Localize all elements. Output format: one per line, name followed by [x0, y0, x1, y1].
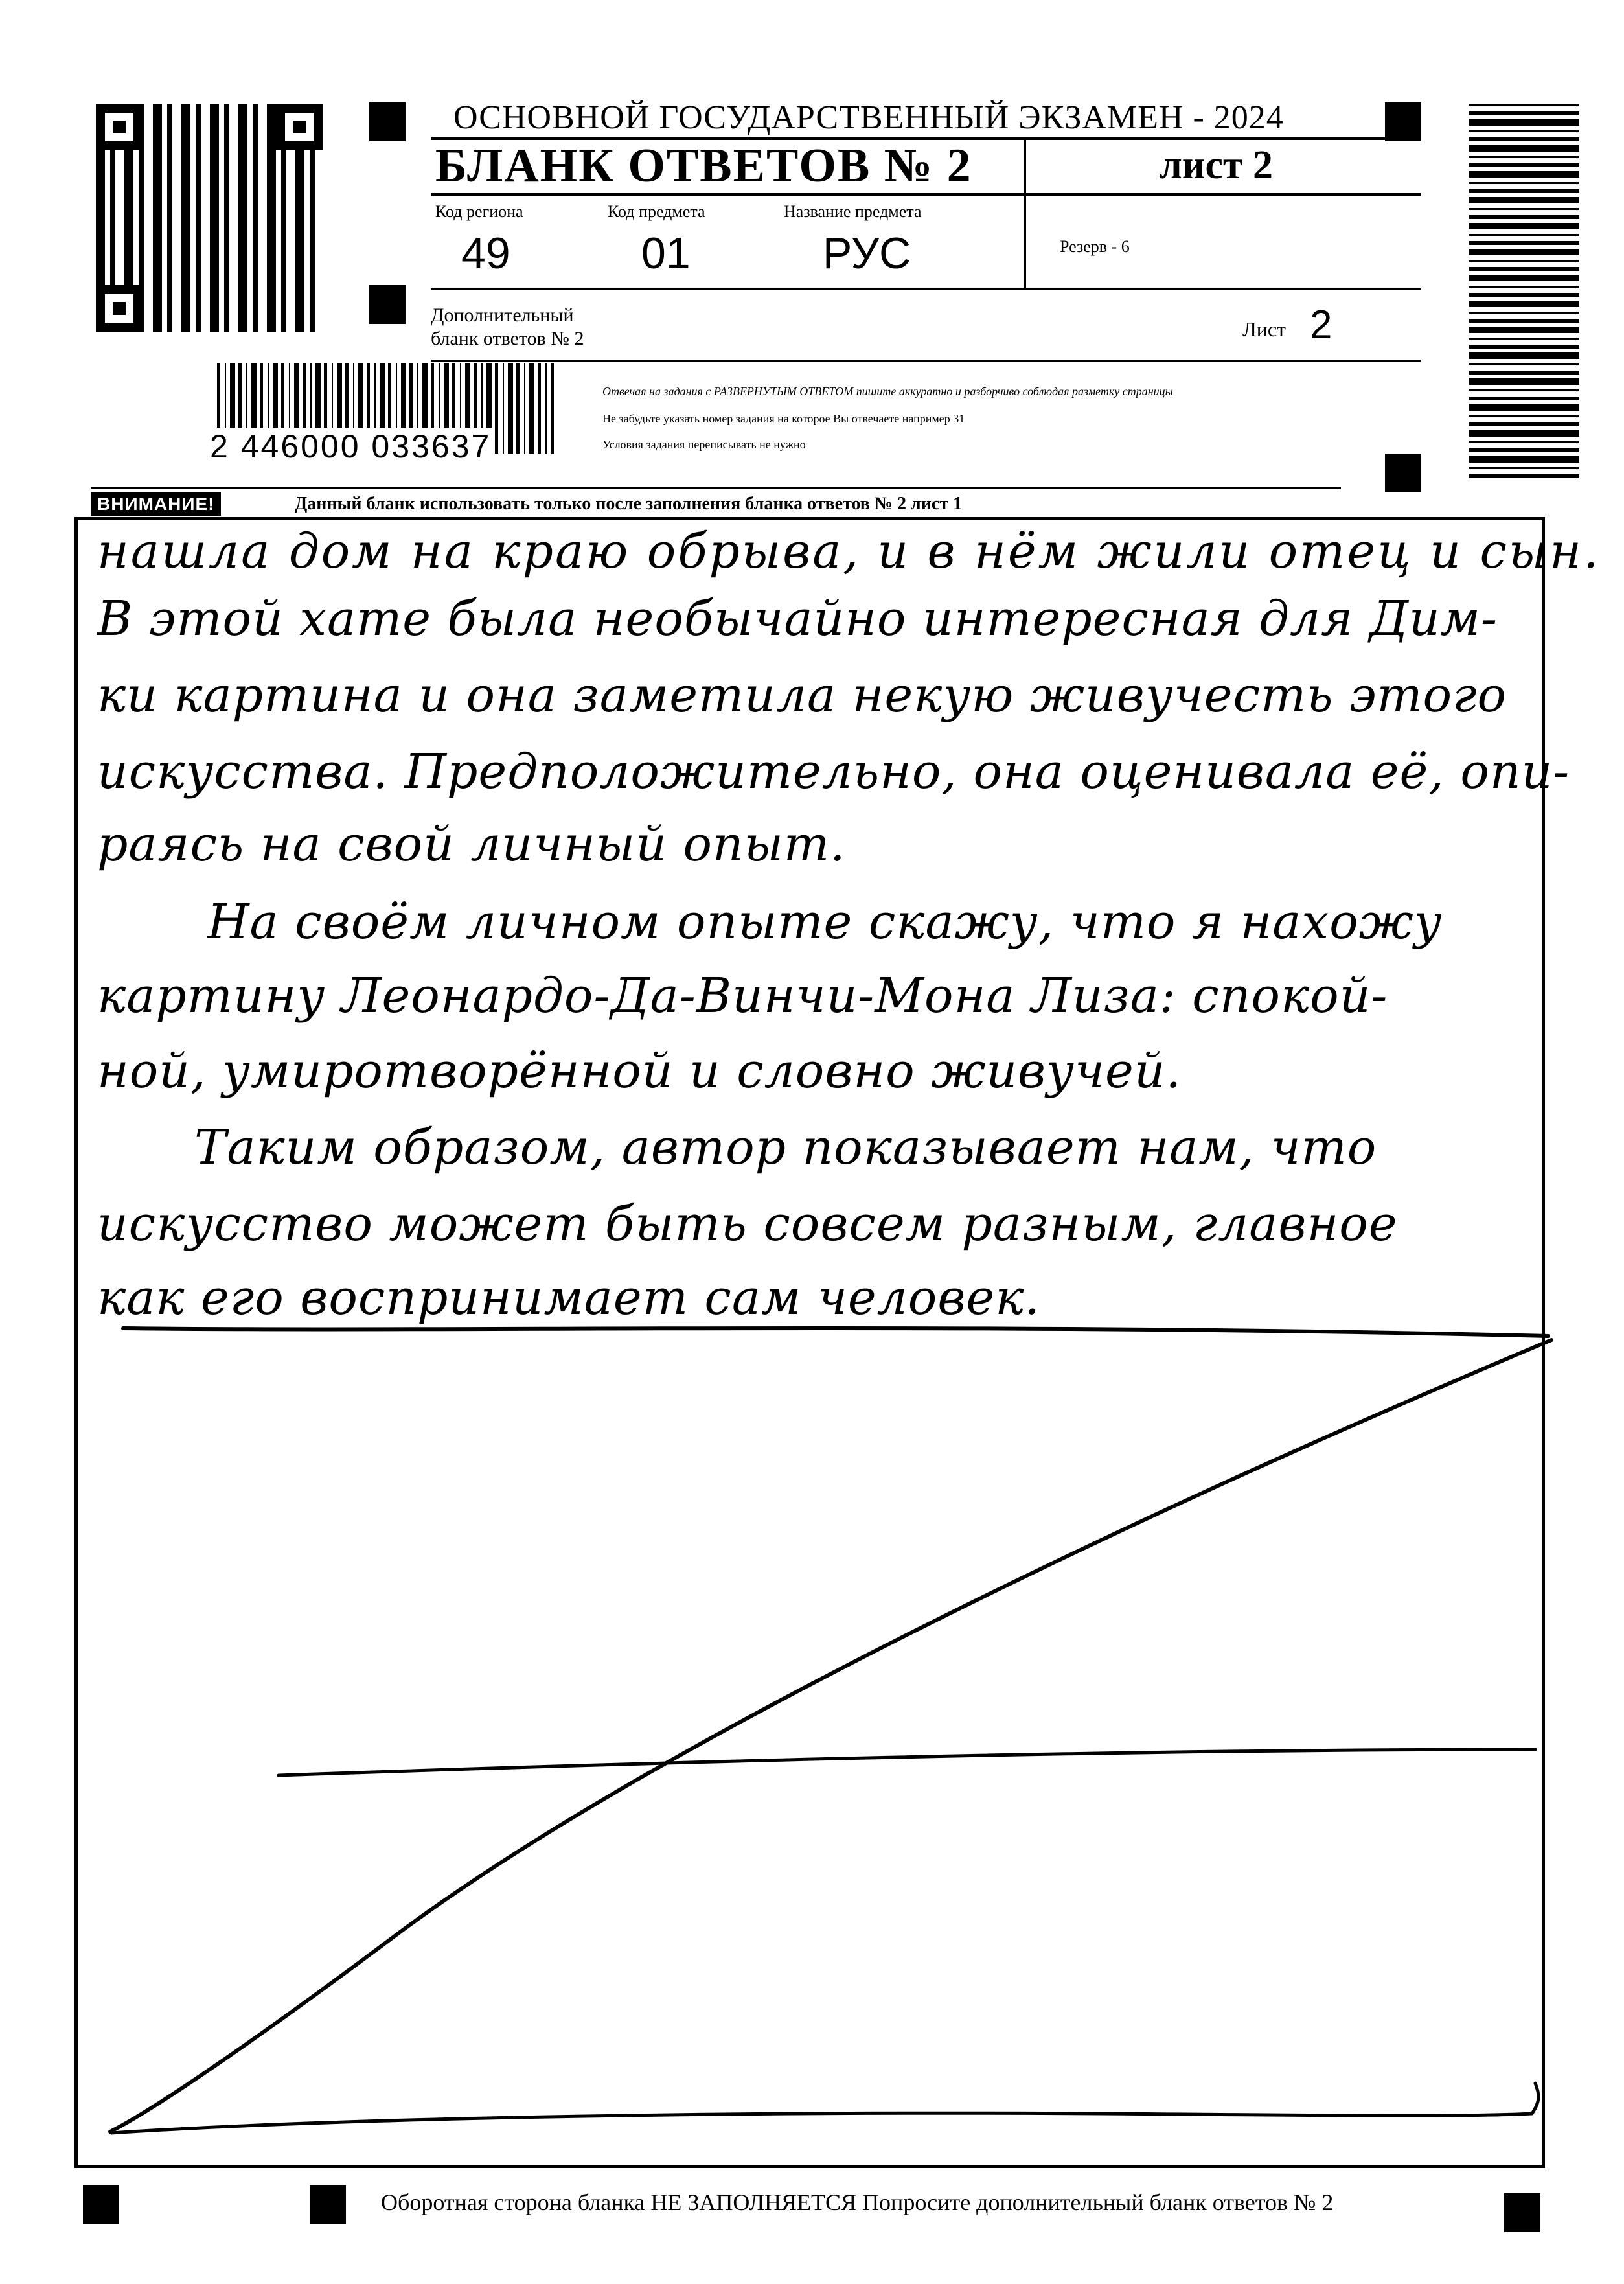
answer-line-9: Таким образом, автор показывает нам, что — [194, 1120, 1377, 1175]
sheet-label: лист 2 — [1160, 143, 1273, 187]
barcode-number: 2 446000 033637 — [206, 428, 495, 465]
answer-line-5: раясь на свой личный опыт. — [97, 816, 846, 872]
subject-name-label: Название предмета — [784, 202, 922, 221]
instruction-note-1: Отвечая на задания с РАЗВЕРНУТЫМ ОТВЕТОМ пишите аккуратно и разборчиво соблюдая разметку страницы — [602, 385, 1173, 398]
form-title: БЛАНК ОТВЕТОВ № 2 — [435, 139, 972, 192]
sheet-number-value: 2 — [1310, 303, 1332, 347]
region-code-label: Код региона — [435, 202, 523, 221]
instruction-note-3: Условия задания переписывать не нужно — [602, 438, 806, 451]
answer-line-8: ной, умиротворённой и словно живучей. — [97, 1043, 1182, 1099]
subject-name-value: РУС — [823, 229, 911, 278]
answer-line-10: искусство может быть совсем разным, главное — [97, 1196, 1398, 1252]
subject-code-label: Код предмета — [608, 202, 705, 221]
answer-line-6: На своём личном опыте скажу, что я нахожу — [207, 894, 1443, 950]
exam-title: ОСНОВНОЙ ГОСУДАРСТВЕННЫЙ ЭКЗАМЕН - 2024 — [453, 99, 1284, 136]
subject-code-value: 01 — [641, 229, 691, 278]
instruction-note-2: Не забудьте указать номер задания на которое Вы отвечаете например 31 — [602, 412, 965, 425]
answer-line-3: ки картина и она заметила некую живучесть этого — [97, 667, 1507, 723]
answer-line-1: нашла дом на краю обрыва, и в нём жили отец и сын. — [97, 524, 1601, 579]
attention-text: Данный бланк использовать только после заполнения бланка ответов № 2 лист 1 — [295, 494, 963, 514]
answer-line-2: В этой хате была необычайно интересная для Дим- — [97, 591, 1498, 647]
answer-line-4: искусства. Предположительно, она оценивала её, опи- — [97, 744, 1570, 800]
attention-badge: ВНИМАНИЕ! — [91, 492, 221, 516]
region-code-value: 49 — [461, 229, 510, 278]
footer-note: Оборотная сторона бланка НЕ ЗАПОЛНЯЕТСЯ Попросите дополнительный бланк ответов № 2 — [381, 2189, 1334, 2215]
additional-label-1: Дополнительный — [431, 305, 574, 326]
additional-label-2: бланк ответов № 2 — [431, 328, 584, 349]
answer-line-7: картину Леонардо-Да-Винчи-Мона Лиза: спокой- — [97, 968, 1388, 1024]
reserve-label: Резерв - 6 — [1060, 237, 1130, 256]
sheet-number-label: Лист — [1242, 317, 1287, 341]
answer-line-11: как его воспринимает сам человек. — [97, 1270, 1040, 1326]
